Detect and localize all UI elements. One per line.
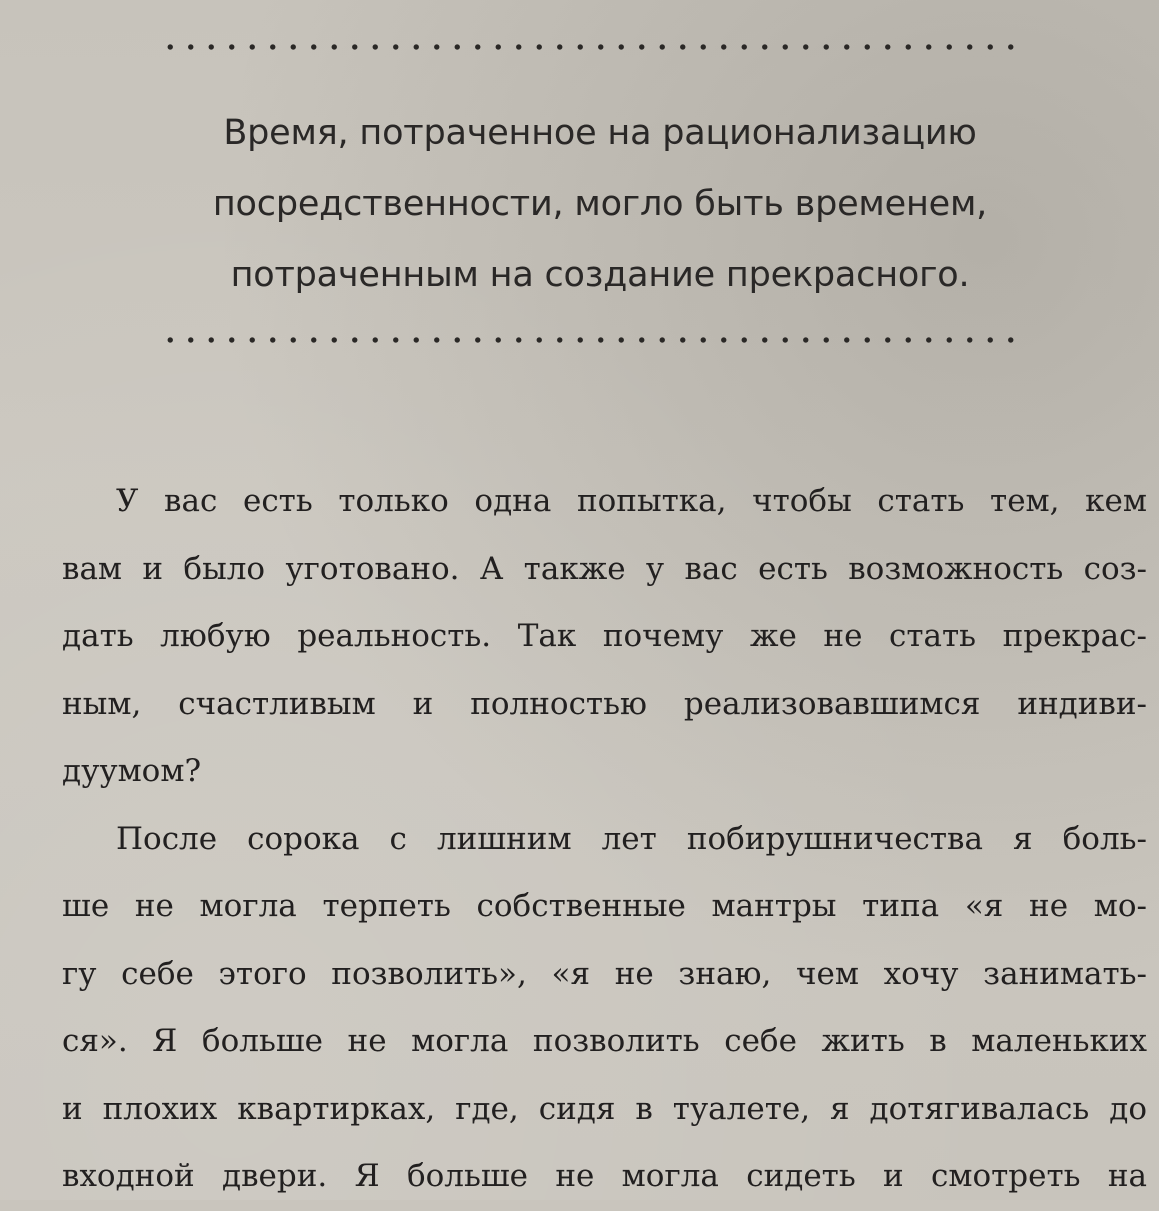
dotted-divider-top	[160, 40, 1020, 54]
dotted-divider-bottom	[160, 333, 1020, 347]
text-line: дать любую реальность. Так почему же не стать прекрас-	[62, 618, 1147, 654]
text-line: ше не могла терпеть собственные мантры типа «я не мо-	[62, 888, 1147, 924]
pull-quote-line: Время, потраченное на рационализацию	[223, 113, 977, 153]
text-line: дуумом?	[62, 753, 202, 789]
pull-quote	[100, 98, 1100, 311]
text-line: После сорока с лишним лет побирушничества я боль-	[116, 820, 1147, 857]
pull-quote-line: потраченным на создание прекрасного.	[230, 255, 970, 295]
text-line: вам и было уготовано. А также у вас есть возможность соз-	[62, 550, 1147, 587]
text-line: ся». Я больше не могла позволить себе жить в маленьких	[62, 1023, 1147, 1059]
text-line: У вас есть только одна попытка, чтобы стать тем, кем	[116, 483, 1147, 519]
text-line: гу себе этого позволить», «я не знаю, чем хочу занимать-	[62, 955, 1147, 992]
text-line: входной двери. Я больше не могла сидеть и смотреть на	[62, 1158, 1147, 1194]
paragraph-1	[62, 468, 1147, 806]
pull-quote-line: посредственности, могло быть временем,	[212, 184, 988, 224]
text-line: ным, счастливым и полностью реализовавшимся индиви-	[62, 685, 1147, 722]
paragraph-2	[62, 806, 1147, 1211]
text-line: и плохих квартирках, где, сидя в туалете, я дотягивалась до	[62, 1090, 1147, 1127]
body-text	[62, 468, 1147, 1211]
